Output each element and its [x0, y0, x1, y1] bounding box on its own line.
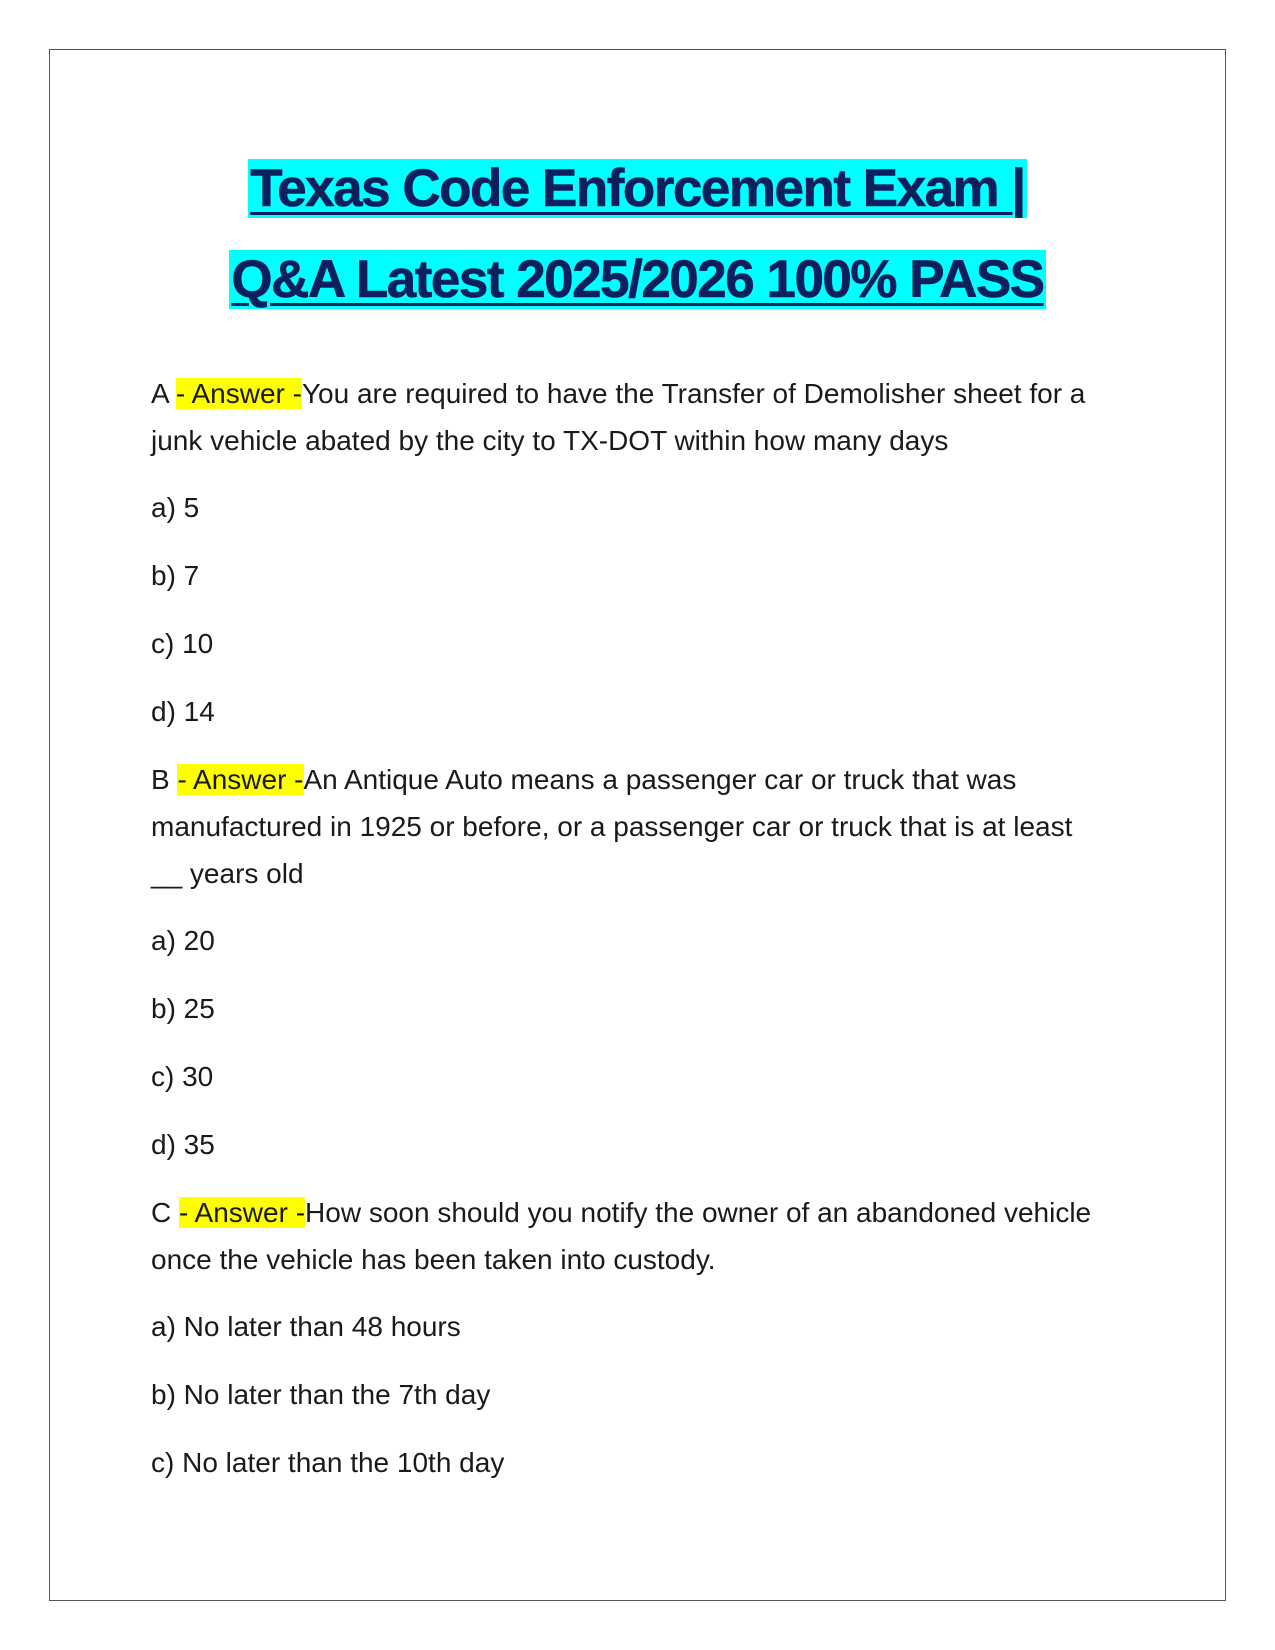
option-item: b) 7	[151, 560, 200, 591]
question-body: How soon should you notify the owner of an abandoned vehicle once the vehicle has been taken into custody.	[151, 1197, 1092, 1275]
option-item: a) 5	[151, 492, 200, 523]
title-line-2	[0, 241, 1275, 332]
question-block-c	[151, 1189, 1111, 1486]
question-text	[151, 370, 1111, 464]
title-text-2: Q&A Latest 2025/2026 100% PASS	[231, 250, 1044, 309]
option-item: d) 14	[151, 696, 215, 727]
answer-marker: - Answer -	[177, 764, 304, 795]
question-list	[151, 370, 1111, 1507]
question-body: You are required to have the Transfer of Demolisher sheet for a junk vehicle abated by the city to TX-DOT within how many days	[151, 378, 1086, 456]
answer-marker: - Answer -	[175, 378, 302, 409]
answer-letter: A	[151, 378, 176, 409]
question-text	[151, 756, 1111, 897]
option-item: d) 35	[151, 1129, 215, 1160]
option-item: b) 25	[151, 993, 215, 1024]
option-item: a) 20	[151, 925, 215, 956]
question-body: An Antique Auto means a passenger car or truck that was manufactured in 1925 or before, or a passenger car or truck that is at least __ years old	[151, 764, 1073, 889]
title-line-1	[0, 150, 1275, 241]
question-text	[151, 1189, 1111, 1283]
title-text-1: Texas Code Enforcement Exam |	[250, 159, 1025, 218]
option-item: b) No later than the 7th day	[151, 1379, 491, 1410]
answer-letter: B	[151, 764, 178, 795]
question-block-a	[151, 370, 1111, 735]
question-block-b	[151, 756, 1111, 1168]
option-item: a) No later than 48 hours	[151, 1311, 461, 1342]
option-item: c) No later than the 10th day	[151, 1447, 505, 1478]
option-item: c) 30	[151, 1061, 214, 1092]
answer-letter: C	[151, 1197, 179, 1228]
option-item: c) 10	[151, 628, 214, 659]
answer-marker: - Answer -	[179, 1197, 306, 1228]
document-title	[0, 150, 1275, 332]
